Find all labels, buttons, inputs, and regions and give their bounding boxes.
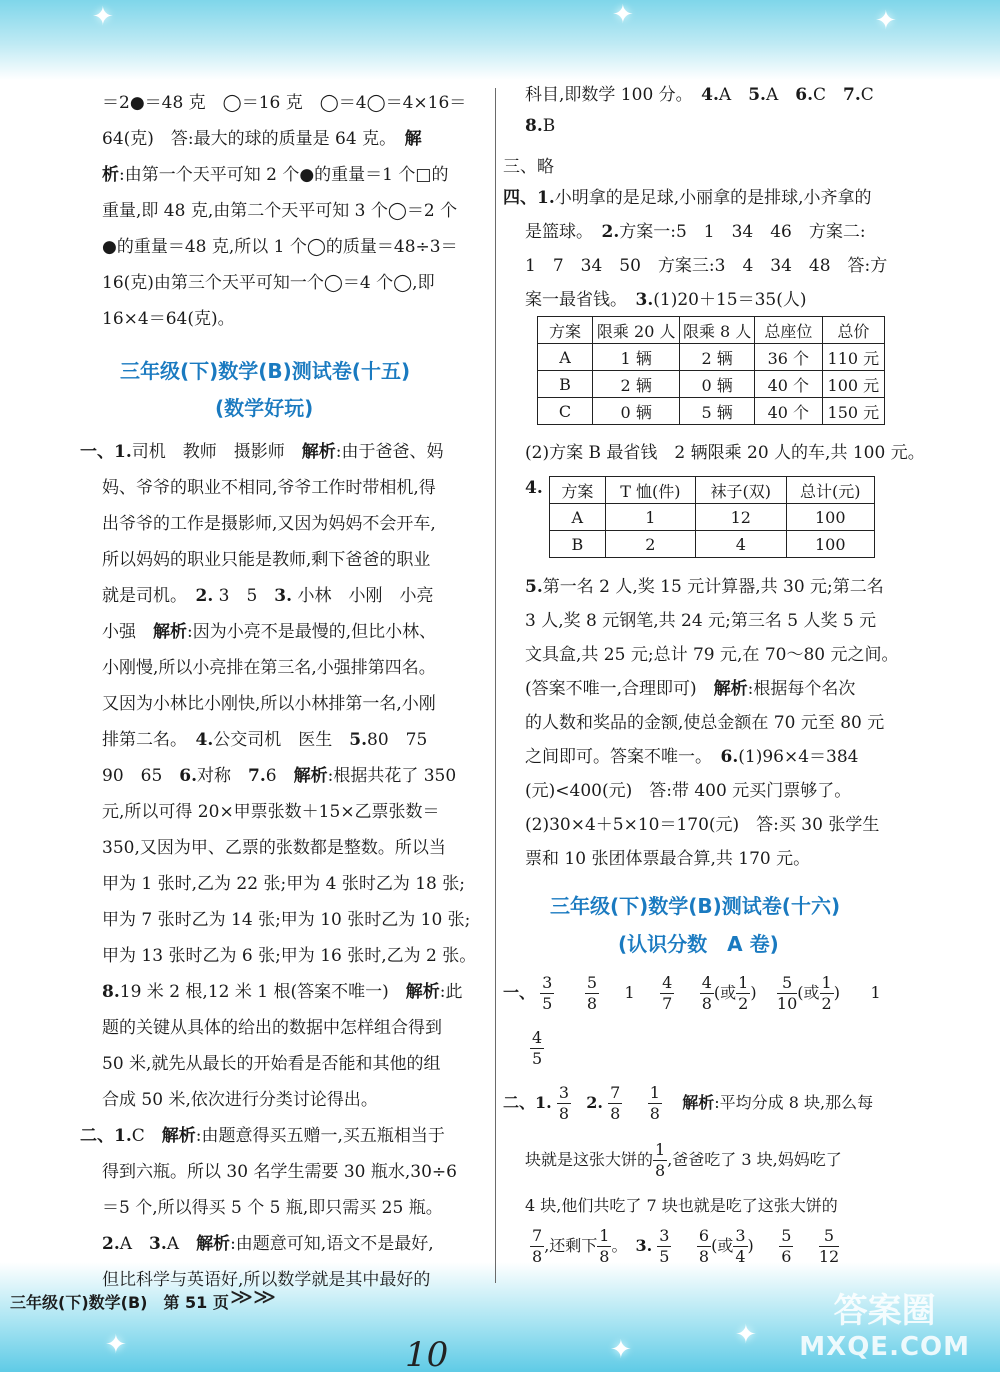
table-cell: 2 辆 [680, 344, 755, 371]
handwritten-page-number: 10 [405, 1335, 449, 1375]
fraction: $\frac{1}{8}$ [649, 1083, 660, 1123]
table-cell: 150 元 [822, 398, 884, 425]
double-chevron-icon: ≫≫ [230, 1285, 277, 1310]
table-cell: 1 辆 [593, 344, 680, 371]
fraction-answer-line: 一、 $\frac{3}{5}$ $\frac{5}{8}$ 1 $\frac{4}{7}$ $\frac{4}{8}$ (或 $\frac{1}{2}$ ) $\frac{5}{10}$ (或 $\frac{1}{2}$ ) 1 [503, 973, 881, 1013]
sparkle-icon: ✦ [105, 1330, 127, 1360]
sparkle-icon: ✦ [610, 1335, 632, 1365]
text-line: 16(克)由第三个天平可知一个◯＝4 个◯,即 [102, 273, 435, 293]
fraction: $\frac{5}{6}$ [781, 1226, 792, 1266]
fraction: $\frac{5}{12}$ [818, 1226, 840, 1266]
table-header-cell: 总计(元) [786, 477, 874, 504]
section-subtitle-15: (数学好玩) [215, 396, 314, 420]
text-line: 出爷爷的工作是摄影师,又因为妈妈不会开车, [102, 514, 436, 534]
fraction: $\frac{1}{8}$ [655, 1140, 666, 1180]
table-row [550, 531, 875, 558]
text-line: 得到六瓶。所以 30 名学生需要 30 瓶水,30÷6 [102, 1162, 457, 1182]
text-line: 析:由第一个天平可知 2 个●的重量＝1 个□的 [102, 165, 449, 185]
text-line: 四、1.小明拿的是足球,小丽拿的是排球,小齐拿的 [503, 188, 872, 208]
table-cell: 2 [605, 531, 695, 558]
text-line: 甲为 1 张时,乙为 22 张;甲为 4 张时乙为 18 张; [102, 874, 465, 894]
text-line: 之间即可。答案不唯一。 6.(1)96×4＝384 [525, 747, 859, 767]
text-line: (答案不唯一,合理即可) 解析:根据每个名次 [525, 679, 856, 699]
table-header-cell: T 恤(件) [605, 477, 695, 504]
text-line: 4 块,他们共吃了 7 块也就是吃了这张大饼的 [525, 1196, 838, 1215]
column-divider [495, 88, 496, 1283]
text-line: 元,所以可得 20×甲票张数＋15×乙票张数＝ [102, 802, 440, 822]
text-line: (2)方案 B 最省钱 2 辆限乘 20 人的车,共 100 元。 [525, 443, 925, 463]
text-line: 5.第一名 2 人,奖 15 元计算器,共 30 元;第二名 [525, 577, 884, 597]
table-cell: B [538, 371, 593, 398]
table-header-cell: 总价 [822, 317, 884, 344]
text-line: 16×4＝64(克)。 [102, 309, 235, 329]
text-line: 2.A 3.A 解析:由题意可知,语文不是最好, [102, 1234, 434, 1254]
text-line: 所以妈妈的职业只能是教师,剩下爸爸的职业 [102, 550, 431, 570]
table-header-cell: 限乘 8 人 [680, 317, 755, 344]
table-header-cell: 总座位 [754, 317, 822, 344]
text-line: 是篮球。 2.方案一:5 1 34 46 方案二: [525, 222, 866, 242]
table-cell: B [550, 531, 606, 558]
text-line: 文具盒,共 25 元;总计 79 元,在 70～80 元之间。 [525, 645, 899, 665]
text-line: 8.19 米 2 根,12 米 1 根(答案不唯一) 解析:此 [102, 982, 463, 1002]
watermark [799, 1283, 970, 1362]
fraction: $\frac{4}{8}$ [701, 973, 712, 1013]
fraction-answer-line [530, 1030, 544, 1067]
text-line: 题的关键从具体的给出的数据中怎样组合得到 [102, 1018, 442, 1038]
fraction: $\frac{7}{8}$ [610, 1083, 621, 1123]
text-line: 二、1.C 解析:由题意得买五赠一,买五瓶相当于 [80, 1126, 445, 1146]
text-line: ●的重量＝48 克,所以 1 个◯的质量＝48÷3＝ [102, 237, 458, 257]
text-line: 科目,即数学 100 分。 4.A 5.A 6.C 7.C [525, 85, 874, 105]
table-cell: 5 辆 [680, 398, 755, 425]
table-row [538, 371, 885, 398]
text-line: 的人数和奖品的金额,使总金额在 70 元至 80 元 [525, 713, 885, 733]
table-cell: 12 [696, 504, 786, 531]
table-header-row [538, 317, 885, 344]
table-cell: 40 个 [754, 398, 822, 425]
text-line: 但比科学与英语好,所以数学就是其中最好的 [102, 1270, 431, 1290]
text-line: 三、略 [503, 157, 554, 177]
text-line: 甲为 13 张时乙为 6 张;甲为 16 张时,乙为 2 张。 [102, 946, 477, 966]
table-cell: 40 个 [754, 371, 822, 398]
text-line: 又因为小林比小刚快,所以小林排第一名,小刚 [102, 694, 436, 714]
table-cell: 1 [605, 504, 695, 531]
fraction: $\frac{4}{5}$ [532, 1028, 543, 1068]
text-line: ＝5 个,所以得买 5 个 5 瓶,即只需买 25 瓶。 [102, 1198, 443, 1218]
text-line: 妈、爷爷的职业不相同,爷爷工作时带相机,得 [102, 478, 436, 498]
sparkle-icon: ✦ [612, 0, 634, 30]
sparkle-icon: ✦ [735, 1320, 757, 1350]
text-line: 8.B [525, 116, 556, 136]
question-number: 4. [525, 478, 543, 498]
table-header-cell: 方案 [550, 477, 606, 504]
shopping-plan-table [549, 476, 875, 558]
text-line: 90 65 6.对称 7.6 解析:根据共花了 350 [102, 766, 457, 786]
table-cell: 100 [786, 504, 874, 531]
fraction: $\frac{5}{10}$ [776, 973, 798, 1013]
text-line: 一、1.司机 教师 摄影师 解析:由于爸爸、妈 [80, 442, 444, 462]
table-cell: 100 [786, 531, 874, 558]
text-line: 小刚慢,所以小亮排在第三名,小强排第四名。 [102, 658, 436, 678]
fraction: $\frac{1}{2}$ [738, 973, 749, 1013]
text-line: ＝2●＝48 克 ◯＝16 克 ◯＝4◯＝4×16＝ [102, 93, 467, 113]
section-title-15: 三年级(下)数学(B)测试卷(十五) [120, 359, 411, 383]
fraction: $\frac{6}{8}$ [698, 1226, 710, 1266]
text-line: 块就是这张大饼的 $\frac{1}{8}$ ,爸爸吃了 3 块,妈妈吃了 [525, 1140, 842, 1180]
text-line: 排第二名。 4.公交司机 医生 5.80 75 [102, 730, 428, 750]
fraction: $\frac{1}{2}$ [821, 973, 832, 1013]
fraction: $\frac{7}{8}$ [532, 1226, 543, 1266]
watermark-title: 答案圈 [833, 1291, 936, 1331]
table-cell: 0 辆 [680, 371, 755, 398]
sparkle-icon: ✦ [92, 2, 114, 32]
table-header-cell: 袜子(双) [696, 477, 786, 504]
text-line: 二、1. $\frac{3}{8}$ 2. $\frac{7}{8}$ $\frac{1}{8}$ 解析:平均分成 8 块,那么每 [503, 1083, 874, 1123]
fraction: $\frac{3}{5}$ [542, 973, 553, 1013]
text-line: 1 7 34 50 方案三:3 4 34 48 答:方 [525, 256, 888, 276]
table-header-cell: 方案 [538, 317, 593, 344]
fraction: $\frac{3}{4}$ [735, 1226, 746, 1266]
table-cell: 0 辆 [593, 398, 680, 425]
text-line: 案一最省钱。 3.(1)20＋15＝35(人) [525, 290, 807, 310]
page-footer-label: 三年级(下)数学(B) 第 51 页 [10, 1293, 229, 1312]
bus-plan-table [537, 316, 885, 425]
text-line: 票和 10 张团体票最合算,共 170 元。 [525, 849, 811, 869]
table-cell: C [538, 398, 593, 425]
table-cell: A [538, 344, 593, 371]
text-line: 就是司机。 2. 3 5 3. 小林 小刚 小亮 [102, 586, 434, 606]
text-line: 350,又因为甲、乙票的张数都是整数。所以当 [102, 838, 446, 858]
fraction: $\frac{4}{7}$ [662, 973, 673, 1013]
table-cell: 110 元 [822, 344, 884, 371]
text-line: 合成 50 米,依次进行分类讨论得出。 [102, 1090, 378, 1110]
table-row [538, 344, 885, 371]
table-cell: 2 辆 [593, 371, 680, 398]
text-line: 64(克) 答:最大的球的质量是 64 克。 解 [102, 129, 422, 149]
table-header-row [550, 477, 875, 504]
watermark-url: MXQE.COM [799, 1332, 970, 1362]
fraction: $\frac{5}{8}$ [586, 973, 597, 1013]
text-line: 3 人,奖 8 元钢笔,共 24 元;第三名 5 人奖 5 元 [525, 611, 877, 631]
text-line: 重量,即 48 克,由第二个天平可知 3 个◯＝2 个 [102, 201, 458, 221]
fraction: $\frac{1}{8}$ [599, 1226, 610, 1266]
text-line: 小强 解析:因为小亮不是最慢的,但比小林、 [102, 622, 437, 642]
text-line: (元)<400(元) 答:带 400 元买门票够了。 [525, 781, 852, 801]
fraction: $\frac{3}{8}$ [558, 1083, 569, 1123]
top-decoration-band [0, 0, 1000, 80]
table-header-cell: 限乘 20 人 [593, 317, 680, 344]
table-cell: 100 元 [822, 371, 884, 398]
table-cell: 36 个 [754, 344, 822, 371]
table-row [550, 504, 875, 531]
table-cell: A [550, 504, 606, 531]
text-line: 50 米,就先从最长的开始看是否能和其他的组 [102, 1054, 441, 1074]
text-line: $\frac{7}{8}$ ,还剩下 $\frac{1}{8}$ 。 3. $\frac{3}{5}$ $\frac{6}{8}$ (或 $\frac{3}{4}$ ) $\frac{5}{6}$ $\frac{5}{12}$ [532, 1226, 840, 1266]
fraction: $\frac{3}{5}$ [659, 1226, 670, 1266]
section-title-16: 三年级(下)数学(B)测试卷(十六) [550, 894, 841, 918]
section-subtitle-16: (认识分数 A 卷) [618, 932, 779, 956]
text-line: 甲为 7 张时乙为 14 张;甲为 10 张时乙为 10 张; [102, 910, 471, 930]
table-row [538, 398, 885, 425]
sparkle-icon: ✦ [875, 6, 897, 36]
table-cell: 4 [696, 531, 786, 558]
text-line: (2)30×4＋5×10＝170(元) 答:买 30 张学生 [525, 815, 880, 835]
